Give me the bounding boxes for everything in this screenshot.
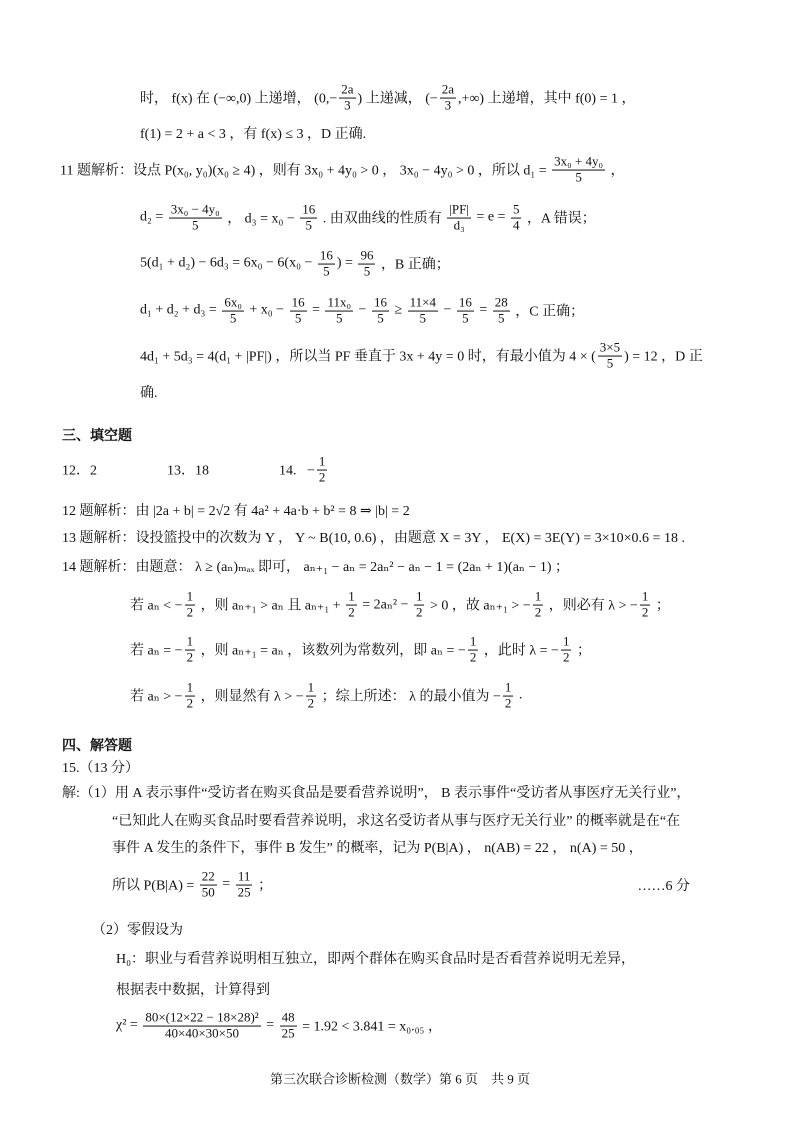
fraction — [280, 1011, 297, 1042]
fraction-numerator: 16 — [458, 294, 472, 310]
fraction — [236, 870, 253, 901]
fraction-denominator: 3 — [344, 97, 351, 113]
fraction-numerator: 1 — [318, 453, 326, 469]
fraction-numerator: 28 — [494, 294, 508, 310]
q15-part1-line3 — [112, 837, 643, 857]
fraction — [222, 296, 244, 327]
fraction-denominator: 2 — [641, 604, 649, 620]
fraction-numerator: 1 — [534, 588, 542, 604]
fraction-denominator: 5 — [305, 217, 312, 233]
fraction — [640, 590, 651, 621]
fraction-numerator: 16 — [373, 294, 387, 310]
fraction-numerator: 1 — [186, 633, 194, 649]
q11-option-c — [140, 296, 584, 327]
fraction-denominator: 2 — [348, 604, 355, 620]
fraction — [306, 681, 317, 712]
text-segment: − — [439, 303, 455, 318]
fraction-numerator: 5 — [512, 201, 520, 217]
fraction-denominator: 5 — [191, 217, 199, 233]
q11-option-d-end — [140, 382, 158, 402]
fraction-denominator: 2 — [562, 649, 570, 665]
fraction-denominator: 25 — [237, 884, 251, 900]
fraction-numerator: 1 — [504, 679, 512, 695]
text-segment: H₀：职业与看营养说明相互独立，即两个群体在购买食品时是否看营养说明无差异， — [116, 952, 635, 967]
fraction-numerator: 2a — [341, 81, 354, 97]
fraction — [447, 203, 471, 234]
text-segment: ,+∞) 上递增，其中 f(0) = 1 ， — [458, 92, 636, 107]
fraction-numerator: 16 — [319, 247, 333, 263]
fraction — [300, 203, 317, 234]
fraction — [346, 590, 357, 621]
fraction — [185, 590, 196, 621]
text-segment: 4d₁ + 5d₃ = 4(d₁ + |PF|) ，所以当 PF 垂直于 3x + 4y = 0 时，有最小值为 4 × ( — [140, 350, 596, 365]
text-segment: 5(d₁ + d₂) − 6d₃ = 6x₀ − 6(x₀ − — [140, 256, 316, 271]
fraction-denominator: 5 — [229, 310, 237, 326]
text-segment: ， d₃ = x₀ − — [223, 212, 299, 227]
section-heading-fill-in — [62, 425, 132, 445]
q15-part1-result — [112, 870, 272, 901]
text-segment: − — [355, 303, 370, 318]
text-segment: 若 aₙ = − — [130, 644, 183, 659]
text-line-10-cont — [140, 83, 635, 114]
text-segment: ； — [573, 644, 591, 659]
q11-analysis — [60, 155, 625, 186]
fraction-denominator: 5 — [498, 310, 505, 326]
fraction — [457, 296, 474, 327]
fraction-numerator: 11x₀ — [327, 294, 352, 310]
text-segment: “已知此人在购买食品时要看营养说明，求这名受访者从事与医疗无关行业” 的概率就是在“在 — [112, 814, 681, 829]
score-note: ……6 分 — [637, 879, 690, 894]
fraction — [414, 590, 425, 621]
q15-part1-line1 — [62, 782, 690, 802]
fraction-numerator: 1 — [415, 588, 423, 604]
fraction-denominator: 2 — [318, 469, 326, 485]
fraction-denominator: 5 — [377, 310, 384, 326]
text-segment: 解:（1）用 A 表示事件“受访者在购买食品是要看营养说明”， B 表示事件“受访者从事医疗无关行业”， — [62, 786, 691, 801]
fraction-numerator: 1 — [348, 588, 355, 604]
text-segment: ；综上所述： λ 的最小值为 − — [318, 690, 501, 705]
fraction — [200, 870, 217, 901]
text-segment: ≥ — [390, 303, 406, 318]
q13-analysis — [62, 527, 685, 547]
fraction-denominator: 5 — [323, 263, 330, 279]
fraction — [143, 1011, 260, 1042]
text-segment: ) = 12 ，D 正 — [624, 350, 703, 365]
fraction — [290, 296, 307, 327]
fraction-denominator: 50 — [201, 884, 215, 900]
fraction-denominator: 5 — [363, 263, 371, 279]
text-segment: ，A 错误； — [523, 212, 596, 227]
text-segment: 事件 A 发生的条件下，事件 B 发生” 的概率，记为 P(B|A) ， n(AB) = 22 ， n(A) = 50 ， — [112, 841, 643, 856]
text-segment: . 由双曲线的性质有 — [319, 212, 446, 227]
fraction — [358, 249, 375, 280]
fraction-denominator: 4 — [512, 217, 520, 233]
fraction-denominator: 5 — [575, 169, 582, 185]
fraction — [317, 455, 328, 486]
fraction — [552, 155, 605, 186]
text-segment: + x₀ − — [245, 303, 288, 318]
fraction-numerator: 80×(12×22 − 18×28)² — [145, 1009, 259, 1025]
text-segment: 13 题解析：设投篮投中的次数为 Y ， Y ~ B(10, 0.6) ，由题意 X = 3Y ， E(X) = 3E(Y) = 3×10×0.6 = 18 . — [62, 531, 685, 546]
text-segment: d₁ + d₂ + d₃ = — [140, 303, 221, 318]
fraction-denominator: 5 — [294, 310, 302, 326]
fraction-denominator: 2 — [415, 604, 423, 620]
text-segment: 15.（13 分） — [62, 761, 139, 776]
q12-analysis — [62, 500, 410, 520]
fraction-denominator: 2 — [186, 604, 194, 620]
fraction — [325, 296, 353, 327]
fraction — [372, 296, 389, 327]
fraction-numerator: 11×4 — [409, 294, 436, 310]
q11-d2-d3 — [140, 203, 596, 234]
fraction-denominator: 2 — [186, 695, 194, 711]
text-segment: . — [515, 688, 523, 703]
fraction-numerator: 1 — [186, 679, 194, 695]
fraction — [408, 296, 438, 327]
q15-part2-title — [92, 919, 183, 939]
text-segment: （2）零假设为 — [92, 923, 183, 938]
text-segment: f(1) = 2 + a < 3 ，有 f(x) ≤ 3 ，D 正确. — [140, 127, 367, 142]
fraction-numerator: |PF| — [449, 201, 469, 217]
fraction-numerator: 1 — [641, 588, 649, 604]
text-segment: = e = — [472, 210, 509, 225]
fraction — [598, 341, 622, 372]
text-segment: ； — [254, 879, 273, 894]
q14-case-2 — [130, 635, 591, 666]
q15-hypothesis — [116, 948, 635, 968]
fraction-denominator: 5 — [419, 310, 427, 326]
q15-title — [62, 757, 139, 777]
text-segment: ) = — [336, 256, 357, 271]
text-segment: = 1.92 < 3.841 = x₀.₀₅ ， — [298, 1020, 442, 1035]
fraction-denominator: 5 — [462, 310, 469, 326]
text-segment: 三、填空题 — [62, 427, 132, 443]
fraction-denominator: 40×40×30×50 — [165, 1025, 239, 1041]
fraction-denominator: 5 — [336, 310, 343, 326]
answers-12-14 — [62, 455, 329, 486]
text-segment: = — [308, 303, 324, 318]
fraction-numerator: 3×5 — [599, 339, 621, 355]
fraction-numerator: 22 — [201, 868, 215, 884]
fraction — [468, 635, 479, 666]
fraction — [318, 249, 335, 280]
fraction-denominator: 2 — [534, 604, 542, 620]
fraction-denominator: 2 — [186, 649, 194, 665]
fraction-numerator: 6x₀ — [224, 294, 242, 310]
text-segment: 11 题解析：设点 P(x₀, y₀)(x₀ ≥ 4) ，则有 3x₀ + 4y₀ > 0 ， 3x₀ − 4y₀ > 0 ，所以 d₁ = — [60, 164, 551, 179]
text-segment: 若 aₙ > − — [130, 690, 183, 705]
fraction — [511, 203, 522, 234]
fraction — [503, 681, 514, 712]
fraction-numerator: 11 — [237, 868, 251, 884]
fraction-numerator: 3x₀ + 4y₀ — [554, 153, 604, 169]
q14-case-3 — [130, 681, 522, 712]
text-segment: = — [262, 1018, 278, 1033]
text-segment: ，则必有 λ > − — [545, 599, 638, 614]
text-segment: 14 题解析：由题意： λ ≥ (aₙ)ₘₐₓ 即可， aₙ₊₁ − aₙ = 2aₙ² − aₙ − 1 = (2aₙ + 1)(aₙ − 1) ； — [62, 560, 570, 575]
text-segment: χ² = — [116, 1018, 142, 1033]
fraction-denominator: 5 — [606, 355, 614, 371]
q15-chi-square — [116, 1011, 442, 1042]
fraction — [185, 681, 196, 712]
section-heading-solutions — [62, 735, 132, 755]
fraction — [440, 83, 456, 114]
text-segment: ，则显然有 λ > − — [197, 690, 304, 705]
fraction — [169, 203, 222, 234]
q15-compute-intro — [116, 979, 270, 999]
fraction-denominator: 2 — [504, 695, 512, 711]
text-segment: ，B 正确； — [377, 258, 450, 273]
text-segment: 时， f(x) 在 (−∞,0) 上递增， (0,− — [140, 92, 338, 107]
text-segment: ， — [607, 164, 625, 179]
text-segment: ) 上递减， (− — [357, 92, 438, 107]
fraction-numerator: 96 — [360, 247, 374, 263]
q11-option-d — [140, 341, 703, 372]
text-segment: = — [475, 303, 491, 318]
fraction-numerator: 16 — [302, 201, 316, 217]
text-segment: 四、解答题 — [62, 737, 132, 753]
fraction-numerator: 16 — [291, 294, 305, 310]
text-segment: 所以 P(B|A) = — [112, 879, 198, 894]
text-segment: ； — [652, 599, 670, 614]
text-segment: d₂ = — [140, 210, 167, 225]
text-segment: 12 题解析：由 |2a + b| = 2√2 有 4a² + 4a·b + b² = 8 ⇒ |b| = 2 — [62, 504, 410, 519]
fraction-numerator: 1 — [307, 679, 315, 695]
fraction — [561, 635, 572, 666]
text-line-10-conclusion — [140, 123, 366, 143]
fraction-denominator: 3 — [444, 97, 452, 113]
fraction — [339, 83, 355, 114]
fraction-numerator: 48 — [281, 1009, 295, 1025]
fraction-numerator: 1 — [186, 588, 194, 604]
text-segment: 若 aₙ < − — [130, 599, 183, 614]
fraction — [533, 590, 544, 621]
text-segment: = 2aₙ² − — [358, 597, 412, 613]
text-segment: ，则 aₙ₊₁ = aₙ ，该数列为常数列，即 aₙ = − — [197, 644, 466, 659]
fraction-numerator: 1 — [562, 633, 570, 649]
text-segment: 12．2 13．18 14. − — [62, 464, 315, 479]
fraction-denominator: 2 — [469, 649, 477, 665]
text-segment: ，C 正确； — [511, 305, 585, 320]
text-segment: = — [218, 877, 234, 892]
fraction-numerator: 1 — [469, 633, 477, 649]
fraction-denominator: 25 — [281, 1025, 295, 1041]
fraction — [185, 635, 196, 666]
text-segment: 根据表中数据，计算得到 — [116, 983, 270, 998]
fraction-numerator: 2a — [441, 81, 455, 97]
fraction-denominator: 2 — [307, 695, 315, 711]
q14-analysis — [62, 556, 569, 576]
text-segment: 确. — [140, 386, 158, 401]
fraction-numerator: 3x₀ − 4y₀ — [170, 201, 220, 217]
text-segment: > 0 ，故 aₙ₊₁ > − — [426, 599, 531, 614]
fraction — [493, 296, 510, 327]
q15-part1-line2 — [112, 810, 680, 830]
text-segment: ，则 aₙ₊₁ > aₙ 且 aₙ₊₁ + — [197, 599, 345, 614]
q11-option-b — [140, 249, 450, 280]
fraction-denominator: d₃ — [453, 217, 465, 233]
q14-case-1 — [130, 590, 670, 621]
text-segment: ，此时 λ = − — [480, 644, 559, 659]
page-footer: 第三次联合诊断检测（数学）第 6 页 共 9 页 — [269, 1071, 530, 1087]
